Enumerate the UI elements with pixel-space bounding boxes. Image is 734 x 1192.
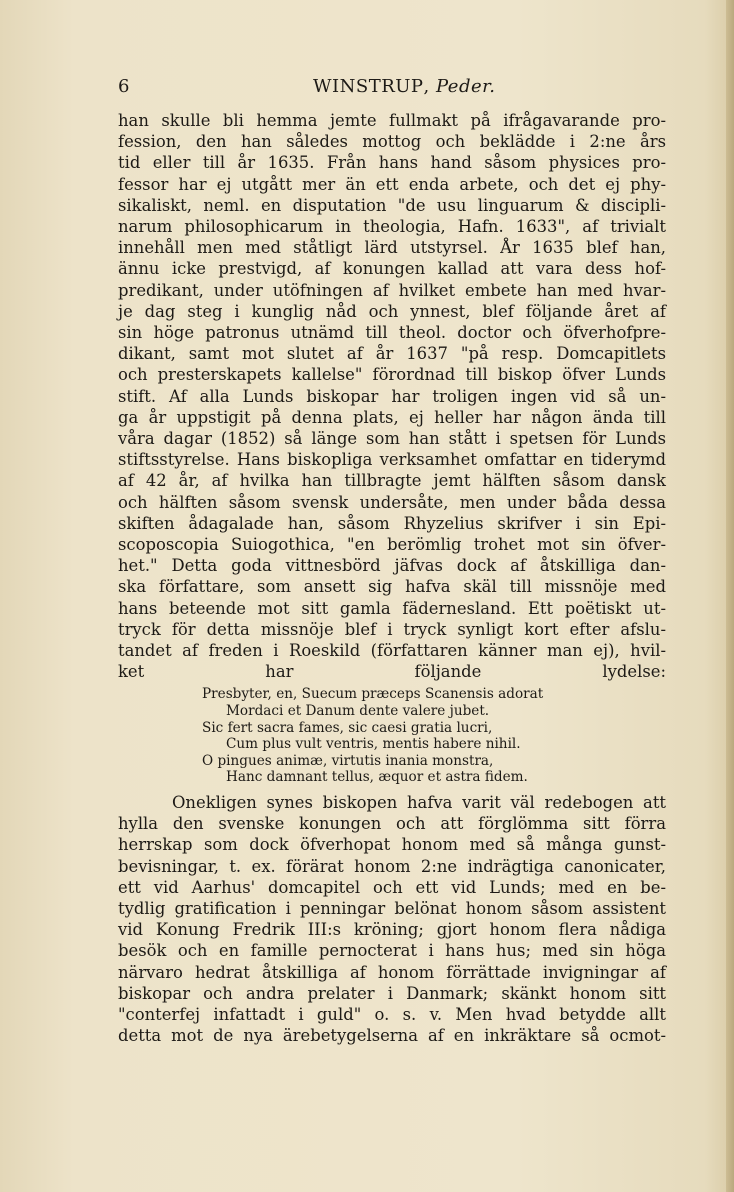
latin-poem: [202, 686, 666, 786]
text-line: vid Konung Fredrik III:s kröning; gjort honom flera nådiga: [118, 920, 666, 940]
text-line: närvaro hedrat åtskilliga af honom förrättade invigningar af: [118, 962, 666, 982]
text-line: ga år uppstigit på denna plats, ej heller har någon ända till: [118, 407, 666, 427]
text-line: besök och en famille pernocterat i hans hus; med sin höga: [118, 941, 666, 961]
surname-rest: INSTRUP: [332, 76, 424, 97]
text-line: hans beteende mot sitt gamla fädernesland. Ett poëtiskt ut-: [118, 598, 666, 618]
poem-line: Cum plus vult ventris, mentis habere nihil.: [226, 736, 521, 753]
text-line: sikaliskt, neml. en disputation "de usu linguarum & discipli-: [118, 195, 666, 215]
text-line: "conterfej infattadt i guld" o. s. v. Men hvad betydde allt: [118, 1005, 666, 1025]
text-line: dikant, samt mot slutet af år 1637 "på resp. Domcapitlets: [118, 344, 666, 364]
text-line: je dag steg i kunglig nåd och ynnest, blef följande året af: [118, 301, 666, 321]
text-line: stift. Af alla Lunds biskopar har troligen ingen vid så un-: [118, 386, 666, 406]
surname-initial: W: [313, 76, 333, 97]
text-line: detta mot de nya ärebetygelserna af en inkräktare så ocmot-: [118, 1026, 666, 1046]
page-edge: [726, 0, 734, 1192]
poem-line: Hanc damnant tellus, æquor et astra fidem.: [226, 769, 528, 786]
poem-line: Presbyter, en, Suecum præceps Scanensis adorat: [202, 686, 544, 703]
text-line: stiftsstyrelse. Hans biskopliga verksamhet omfattar en tiderymd: [118, 450, 666, 470]
text-line: scoposcopia Suiogothica, "en berömlig trohet mot sin öfver-: [118, 535, 666, 555]
text-line: han skulle bli hemma jemte fullmakt på ifrågavarande pro-: [118, 111, 666, 130]
text-body: [118, 110, 666, 1046]
running-header: [118, 76, 658, 102]
text-line: innehåll men med ståtligt lärd utstyrsel. År 1635 blef han,: [118, 238, 666, 258]
text-line: och hälften såsom svensk undersåte, men under båda dessa: [118, 492, 666, 512]
text-line: predikant, under utöfningen af hvilket embete han med hvar-: [118, 280, 666, 300]
running-title: WINSTRUP, Peder.: [313, 76, 496, 97]
text-line: herrskap som dock öfverhopat honom med så många gunst-: [118, 835, 666, 855]
poem-line: Sic fert sacra fames, sic caesi gratia lucri,: [202, 719, 493, 736]
text-line: tid eller till år 1635. Från hans hand såsom physices pro-: [118, 153, 666, 173]
text-line: bevisningar, t. ex. förärat honom 2:ne indrägtiga canonicater,: [118, 856, 666, 876]
text-line: skiften ådagalade han, såsom Rhyzelius skrifver i sin Epi-: [118, 513, 666, 533]
text-line: tydlig gratification i penningar belönat honom såsom assistent: [118, 899, 666, 919]
text-line: af 42 år, af hvilka han tillbragte jemt hälften såsom dansk: [118, 471, 666, 491]
text-line: ännu icke prestvigd, af konungen kallad att vara dess hof-: [118, 259, 666, 279]
paragraph-2: [118, 792, 666, 1046]
text-line: hylla den svenske konungen och att förglömma sitt förra: [118, 814, 666, 834]
paragraph-1: [118, 110, 666, 682]
text-line: ett vid Aarhus' domcapitel och ett vid Lunds; med en be-: [118, 877, 666, 897]
text-line-last: ket har följande lydelse:: [118, 662, 666, 682]
text-line: sin höge patronus utnämd till theol. doctor och öfverhofpre-: [118, 323, 666, 343]
page-number: 6: [118, 76, 130, 97]
text-line: våra dagar (1852) så länge som han stått i spetsen för Lunds: [118, 429, 666, 449]
text-line: narum philosophicarum in theologia, Hafn. 1633", af trivialt: [118, 217, 666, 237]
text-line: het." Detta goda vittnesbörd jäfvas dock af åtskilliga dan-: [118, 556, 666, 576]
poem-line: Mordaci et Danum dente valere jubet.: [226, 703, 490, 720]
text-line: fession, den han således mottog och beklädde i 2:ne års: [118, 132, 666, 152]
text-line: och presterskapets kallelse" förordnad till biskop öfver Lunds: [118, 365, 666, 385]
poem-line: O pingues animæ, virtutis inania monstra,: [202, 752, 494, 769]
text-line: biskopar och andra prelater i Danmark; skänkt honom sitt: [118, 983, 666, 1003]
text-line: tandet af freden i Roeskild (författaren känner man ej), hvil-: [118, 641, 666, 661]
text-line: ska författare, som ansett sig hafva skäl till missnöje med: [118, 577, 666, 597]
text-line: Onekligen synes biskopen hafva varit väl redebogen att: [172, 793, 666, 813]
text-line: fessor har ej utgått mer än ett enda arbete, och det ej phy-: [118, 174, 666, 194]
text-line: tryck för detta missnöje blef i tryck synligt kort efter afslu-: [118, 619, 666, 639]
given-name: Peder.: [436, 76, 496, 97]
